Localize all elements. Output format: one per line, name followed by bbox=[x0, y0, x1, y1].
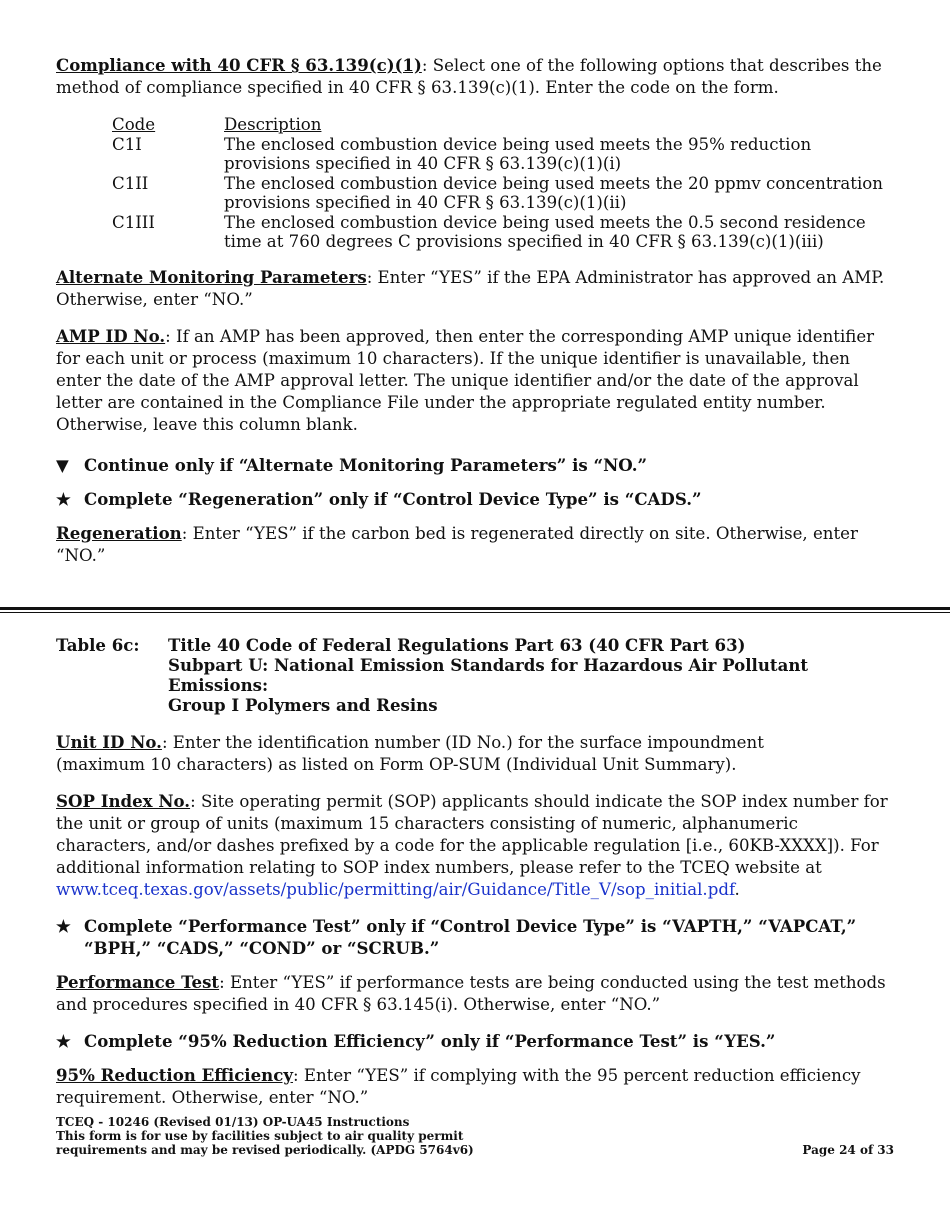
efficiency-instruction bbox=[56, 1030, 894, 1052]
unit-id-text-line2: (maximum 10 characters) as listed on Form OP-SUM (Individual Unit Summary). bbox=[56, 754, 737, 774]
amp-text: : Enter “YES” if the EPA Administrator has approved an AMP. Otherwise, enter “NO.” bbox=[56, 267, 885, 309]
star-icon: ★ bbox=[56, 488, 71, 509]
unit-id-heading: Unit ID No. bbox=[56, 731, 162, 752]
page-footer bbox=[56, 1115, 894, 1157]
footer-form-id: TCEQ - 10246 (Revised 01/13) OP-UA45 Instructions bbox=[56, 1115, 410, 1129]
amp-id-heading: AMP ID No. bbox=[56, 325, 166, 346]
table-6c-title bbox=[168, 635, 894, 715]
triangle-down-icon: ▼ bbox=[56, 454, 69, 475]
efficiency-text: : Enter “YES” if complying with the 95 percent reduction efficiency requirement. Otherwise, enter “NO.” bbox=[56, 1065, 861, 1107]
sop-guidance-link[interactable]: www.tceq.texas.gov/assets/public/permitting/air/Guidance/Title_V/sop_initial.pdf bbox=[56, 879, 735, 899]
sop-paragraph bbox=[56, 790, 894, 901]
compliance-paragraph bbox=[56, 54, 894, 99]
compliance-code-table bbox=[112, 115, 894, 252]
sop-heading: SOP Index No. bbox=[56, 790, 191, 811]
table-6c-title-line: Group I Polymers and Resins bbox=[168, 694, 438, 715]
performance-text: : Enter “YES” if performance tests are being conducted using the test methods and procedures specified in 40 CFR § 63.145(i). Otherwise, enter “NO.” bbox=[56, 972, 886, 1014]
code-cell: C1III bbox=[112, 212, 155, 232]
performance-paragraph bbox=[56, 971, 894, 1016]
efficiency-heading: 95% Reduction Efficiency bbox=[56, 1064, 293, 1085]
amp-heading: Alternate Monitoring Parameters bbox=[56, 266, 367, 287]
continue-text: Continue only if “Alternate Monitoring Parameters” is “NO.” bbox=[84, 454, 648, 475]
performance-instruction bbox=[56, 915, 894, 959]
amp-id-text: : If an AMP has been approved, then enter the corresponding AMP unique identifier for each unit or process (maximum 10 characters). If the unique identifier is unavailable, then enter the date of the AMP approval letter. The unique identifier and/or the date of the approval letter are contained in the Compliance File under the appropriate regulated entity number. Otherwise, leave this column blank. bbox=[56, 326, 875, 434]
description-cell: The enclosed combustion device being used meets the 20 ppmv concentration provisions specified in 40 CFR § 63.139(c)(1)(ii) bbox=[224, 173, 883, 212]
table-6c-title-line: Title 40 Code of Federal Regulations Part 63 (40 CFR Part 63) bbox=[168, 634, 746, 655]
star-icon: ★ bbox=[56, 1030, 71, 1051]
efficiency-instruction-text: Complete “95% Reduction Efficiency” only if “Performance Test” is “YES.” bbox=[84, 1030, 776, 1051]
sop-text: : Site operating permit (SOP) applicants should indicate the SOP index number for the unit or group of units (maximum 15 characters consisting of numeric, alphanumeric characters, and/or dashes prefixed by a code for the applicable regulation [i.e., 60KB-XXXX]). For additional information relating to SOP index numbers, please refer to the TCEQ website at bbox=[56, 791, 888, 877]
unit-id-paragraph bbox=[56, 731, 894, 776]
amp-id-paragraph bbox=[56, 325, 894, 436]
footer-note-line2: requirements and may be revised periodically. (APDG 5764v6) bbox=[56, 1143, 474, 1157]
description-cell: The enclosed combustion device being used meets the 0.5 second residence time at 760 degrees C provisions specified in 40 CFR § 63.139(c)(1)(iii) bbox=[224, 212, 866, 251]
footer-note-line1: This form is for use by facilities subject to air quality permit bbox=[56, 1129, 464, 1143]
sop-text-end: . bbox=[734, 879, 740, 899]
table-6c-title-line: Subpart U: National Emission Standards for Hazardous Air Pollutant Emissions: bbox=[168, 654, 809, 695]
compliance-text: : Select one of the following options that describes the method of compliance specified in 40 CFR § 63.139(c)(1). Enter the code on the form. bbox=[56, 56, 882, 97]
regeneration-instruction-text: Complete “Regeneration” only if “Control Device Type” is “CADS.” bbox=[84, 488, 702, 509]
code-cell: C1I bbox=[112, 134, 142, 154]
regeneration-paragraph bbox=[56, 522, 894, 567]
performance-heading: Performance Test bbox=[56, 971, 220, 992]
regeneration-heading: Regeneration bbox=[56, 522, 182, 543]
amp-paragraph bbox=[56, 266, 894, 311]
description-column-header: Description bbox=[224, 115, 322, 134]
efficiency-paragraph bbox=[56, 1064, 894, 1109]
code-cell: C1II bbox=[112, 173, 149, 193]
table-6c-heading bbox=[56, 635, 894, 715]
section-divider bbox=[0, 607, 950, 613]
table-6c-label: Table 6c: bbox=[56, 634, 140, 655]
compliance-heading: Compliance with 40 CFR § 63.139(c)(1) bbox=[56, 55, 422, 75]
page-number: Page 24 of 33 bbox=[802, 1143, 894, 1157]
code-column-header: Code bbox=[112, 115, 156, 134]
continue-instruction bbox=[56, 454, 894, 476]
star-icon: ★ bbox=[56, 915, 71, 936]
performance-instruction-text: Complete “Performance Test” only if “Control Device Type” is “VAPTH,” “VAPCAT,” “BPH,” “CADS,” “COND” or “SCRUB.” bbox=[84, 915, 857, 958]
document-page bbox=[56, 54, 894, 1123]
unit-id-text-line1: : Enter the identification number (ID No.) for the surface impoundment bbox=[161, 732, 764, 752]
regeneration-instruction bbox=[56, 488, 894, 510]
description-cell: The enclosed combustion device being used meets the 95% reduction provisions specified in 40 CFR § 63.139(c)(1)(i) bbox=[224, 134, 812, 173]
regeneration-text: : Enter “YES” if the carbon bed is regenerated directly on site. Otherwise, enter “NO.” bbox=[56, 523, 858, 565]
